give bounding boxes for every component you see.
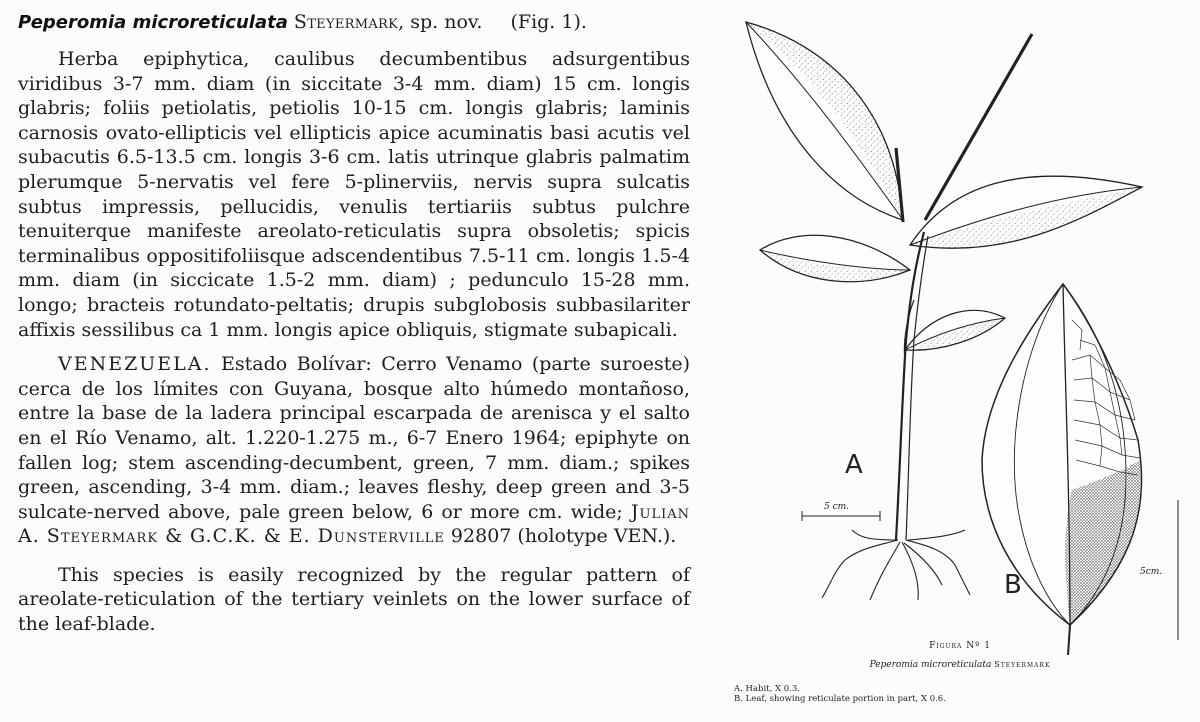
- stem: [896, 232, 924, 540]
- figure-caption-species: [810, 660, 1110, 670]
- species-name: Peperomia microreticulata: [18, 12, 288, 33]
- label-a: A: [845, 450, 863, 480]
- roots: [822, 530, 970, 600]
- remarks: This species is easily recognized by the regular pattern of areolate-reticulation of the tertiary veinlets on the lower surface of the leaf-blade.: [18, 563, 690, 636]
- botanical-figure: [720, 0, 1200, 722]
- leaf-upper-left: [746, 22, 903, 220]
- collectors: Julian A. Steyermark & G.C.K. & E. Dunsterville: [18, 500, 690, 548]
- legend-a: A. Habit, X 0.3.: [734, 684, 800, 694]
- caption-author: Steyermark: [994, 660, 1051, 669]
- figure-legend: [734, 684, 946, 704]
- locality-text: Estado Bolívar: Cerro Venamo (parte suroeste) cerca de los límites con Guyana, bosque alto húmedo montañoso, entre la base de la ladera principal escarpada de arenisca y el salto en el Río Venamo, alt. 1.220-1.275 m., 6-7 Enero 1964; epiphyte on fallen log; stem ascending-decumbent, green, 7 mm. diam.; spikes green, ascending, 3-4 mm. diam.; leaves fleshy, deep green and 3-5 sulcate-nerved above, pale green below, 6 or more cm. wide;: [18, 353, 690, 523]
- species-author: Steyermark: [293, 11, 399, 33]
- species-status: , sp. nov.: [398, 11, 483, 33]
- scale-label-b: 5cm.: [1140, 567, 1163, 577]
- leaf-lower-right: [905, 310, 1005, 350]
- description-column: [18, 10, 690, 647]
- figure-caption-title: Figura Nº 1: [929, 641, 991, 651]
- species-heading: [18, 10, 690, 35]
- plant-illustration: [720, 0, 1200, 722]
- figure-reference: (Fig. 1).: [510, 11, 587, 33]
- scale-bar-a: [802, 511, 880, 521]
- scale-label-a: 5 cm.: [824, 502, 850, 512]
- legend-b: B. Leaf, showing reticulate portion in part, X 0.6.: [734, 694, 946, 704]
- leaf-middle-left: [760, 235, 910, 281]
- collection-number: 92807 (holotype VEN.).: [444, 525, 677, 548]
- specimen-citation: [18, 352, 690, 549]
- label-b: B: [1004, 570, 1022, 600]
- country-name: VENEZUELA.: [58, 353, 212, 376]
- caption-species-name: Peperomia microreticulata: [869, 660, 992, 670]
- latin-diagnosis: Herba epiphytica, caulibus decumbentibus adsurgentibus viridibus 3-7 mm. diam (in siccitate 3-4 mm. diam) 15 cm. longis glabris; foliis petiolatis, petiolis 10-15 cm. longis glabris; laminis carnosis ovato-ellipticis vel ellipticis apice acuminatis basi acutis vel subacutis 6.5-13.5 cm. longis 3-6 cm. latis utrinque glabris palmatim plerumque 5-nervatis vel fere 5-plinerviis, nervis supra sulcatis subtus impressis, pellucidis, venulis tertiariis subtus pulchre tenuiterque manifeste areolato-reticulatis supra obsoletis; spicis terminalibus oppositifoliisque adscendentibus 7.5-11 cm. longis 1.5-4 mm. diam (in siccicate 1.5-2 mm. diam) ; pedunculo 15-28 mm. longo; bracteis rotundato-peltatis; drupis subglobosis subbasilariter affixis sessilibus ca 1 mm. longis apice obliquis, stigmate subapicali.: [18, 48, 690, 341]
